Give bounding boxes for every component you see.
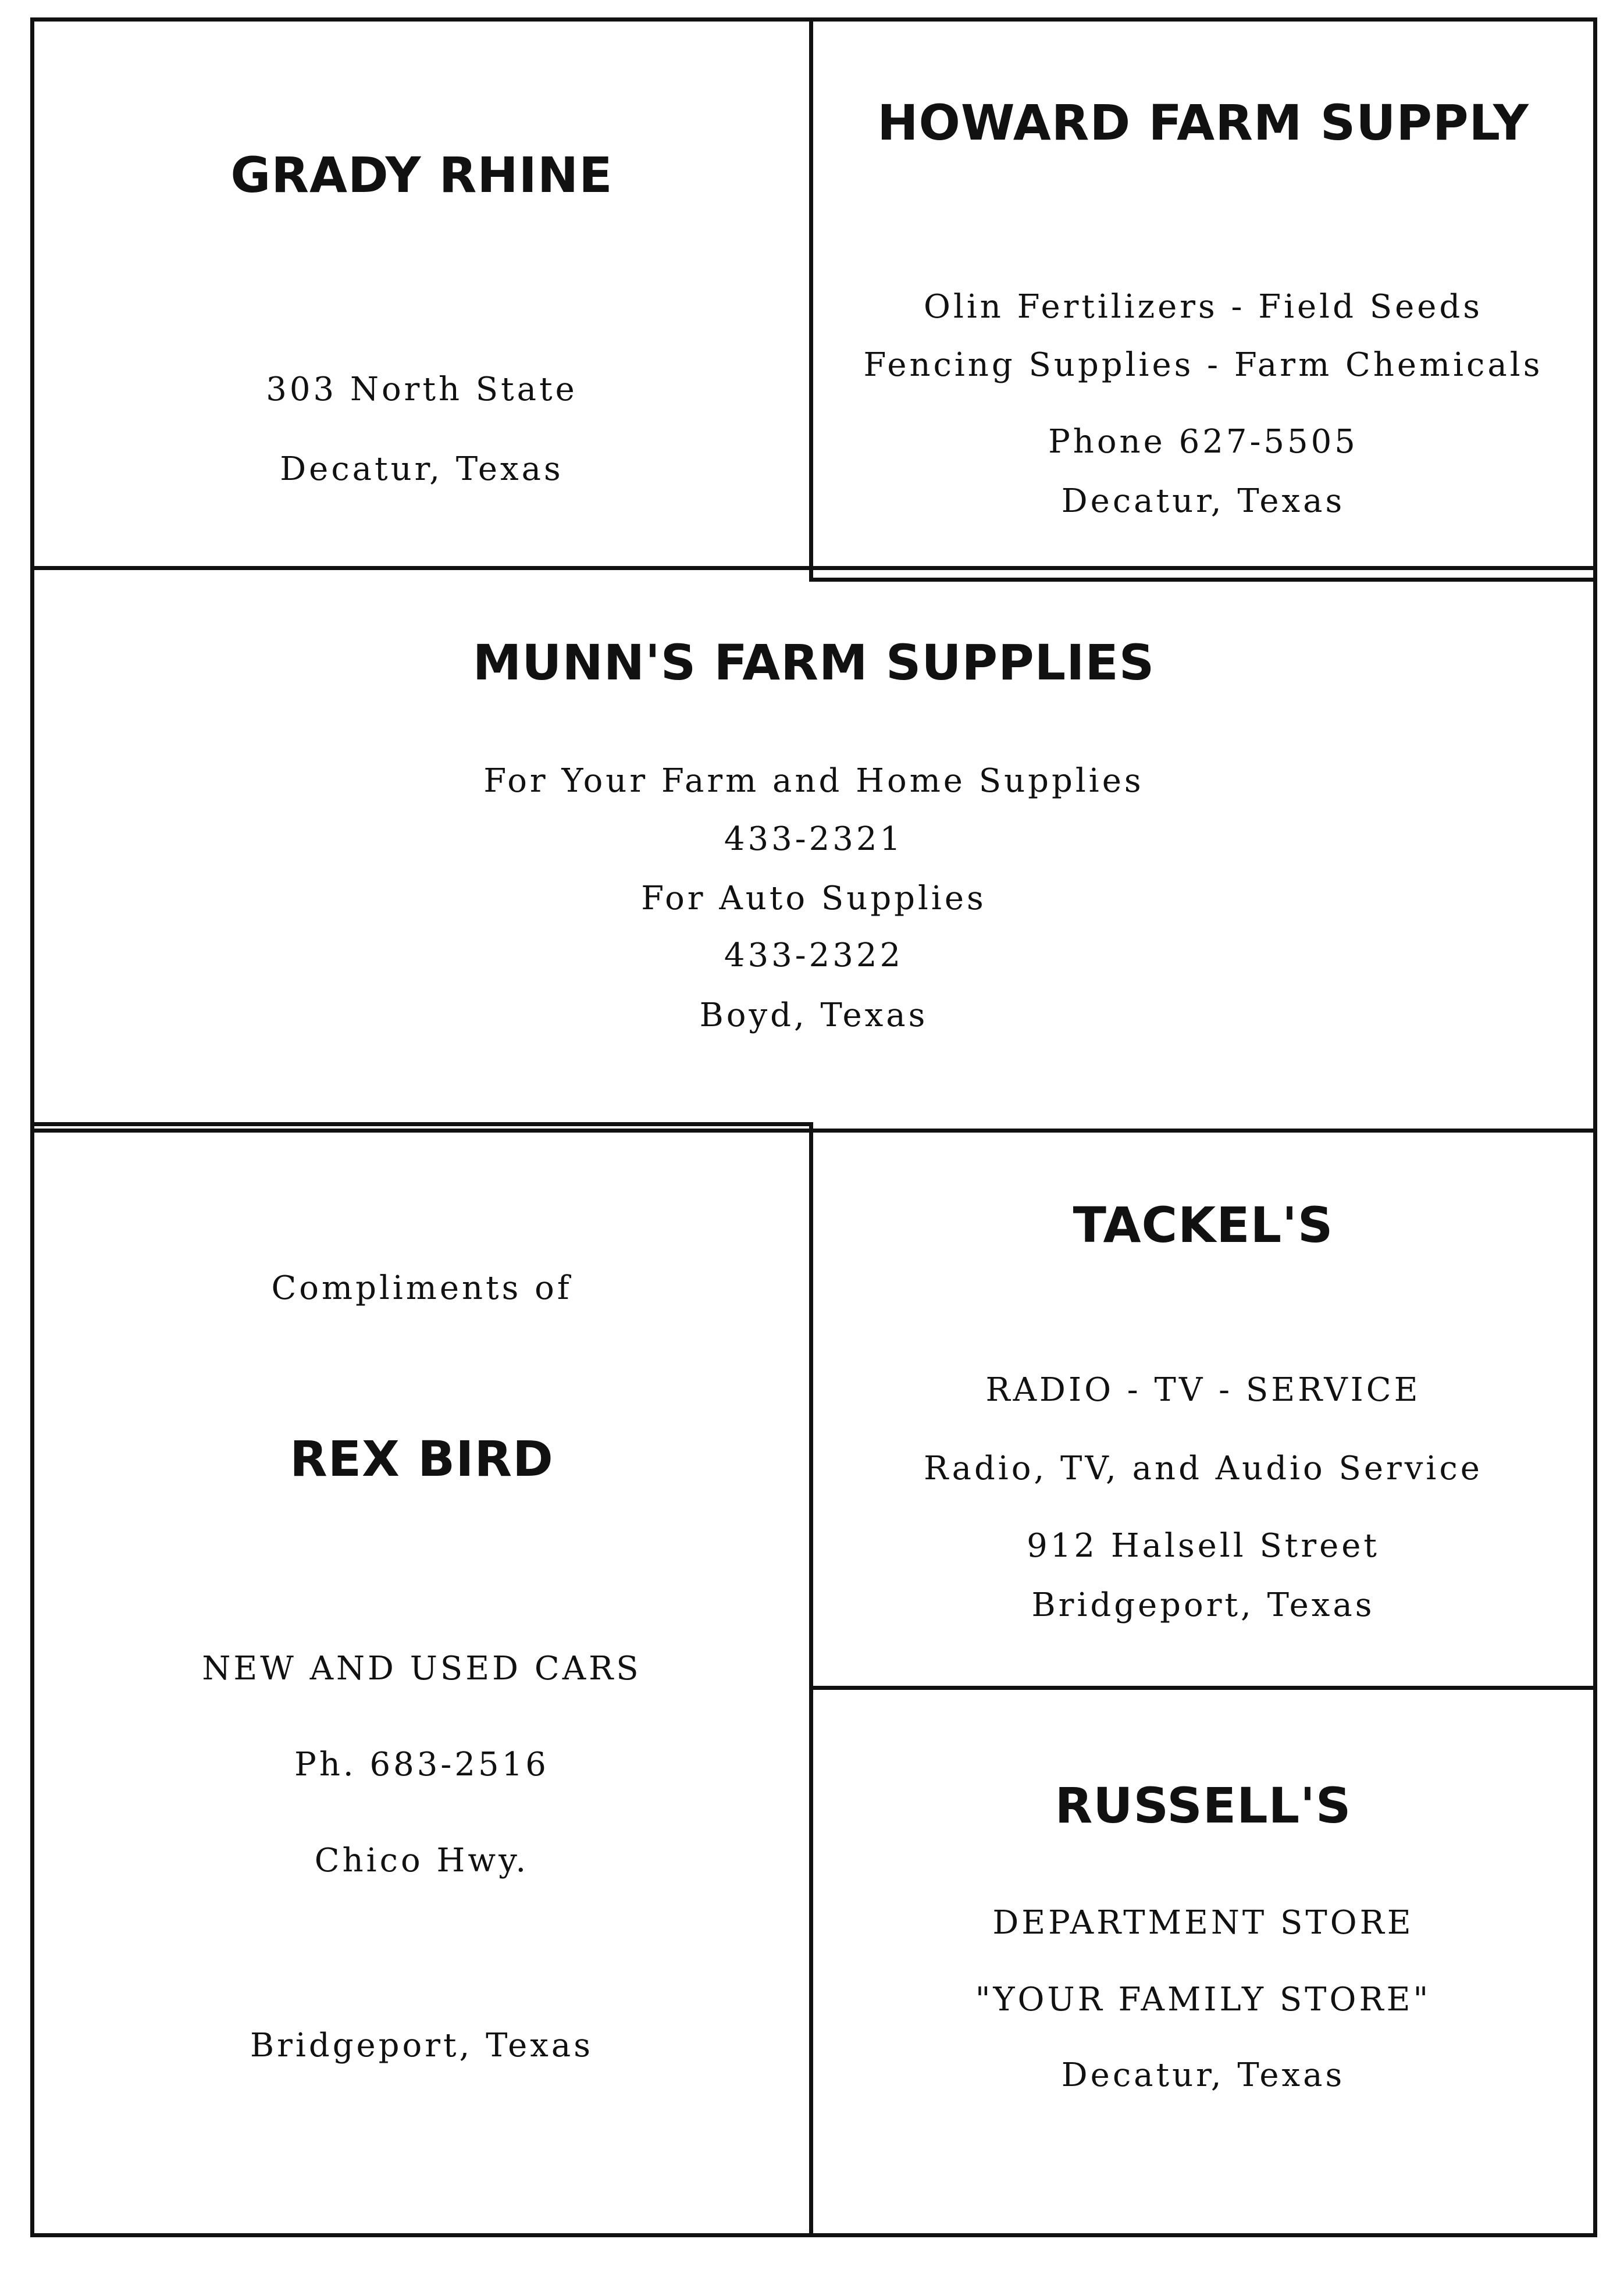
ad-howard-farm-supply xyxy=(809,17,1597,582)
ad-line: RADIO - TV - SERVICE xyxy=(985,1371,1421,1409)
ad-line: Decatur, Texas xyxy=(1061,482,1345,520)
ad-title: GRADY RHINE xyxy=(230,147,613,204)
ad-rex-bird xyxy=(30,1122,813,2237)
ad-line: Olin Fertilizers - Field Seeds xyxy=(924,288,1483,326)
ad-line: NEW AND USED CARS xyxy=(202,1650,642,1688)
ad-title: MUNN'S FARM SUPPLIES xyxy=(472,634,1155,691)
ad-title: HOWARD FARM SUPPLY xyxy=(877,94,1529,151)
ad-line: 433-2322 xyxy=(724,937,904,974)
ad-title: TACKEL'S xyxy=(1073,1197,1334,1254)
ad-line: For Your Farm and Home Supplies xyxy=(483,762,1144,800)
ad-line: Bridgeport, Texas xyxy=(1031,1586,1375,1624)
ad-title: RUSSELL'S xyxy=(1055,1777,1352,1834)
ad-line: 433-2321 xyxy=(724,820,904,858)
ad-line: Chico Hwy. xyxy=(314,1842,529,1880)
ad-russells xyxy=(809,1686,1597,2237)
ad-line: Decatur, Texas xyxy=(280,450,564,488)
ad-line: Decatur, Texas xyxy=(1061,2056,1345,2094)
ad-title: REX BIRD xyxy=(290,1430,554,1487)
ad-line: Phone 627-5505 xyxy=(1048,423,1358,461)
ad-line: Ph. 683-2516 xyxy=(294,1746,549,1784)
ad-intro: Compliments of xyxy=(271,1269,572,1307)
ad-line: DEPARTMENT STORE xyxy=(992,1904,1414,1942)
ad-line: Radio, TV, and Audio Service xyxy=(924,1450,1483,1487)
ad-munns-farm-supplies xyxy=(30,566,1597,1133)
ad-line: 912 Halsell Street xyxy=(1027,1527,1380,1565)
ad-tackels xyxy=(809,1129,1597,1690)
ad-grady-rhine xyxy=(30,17,813,570)
ad-line: "YOUR FAMILY STORE" xyxy=(975,1981,1431,2019)
ad-line: Bridgeport, Texas xyxy=(250,2027,593,2064)
ad-line: For Auto Supplies xyxy=(641,880,986,917)
ad-line: 303 North State xyxy=(266,371,578,408)
ad-line: Fencing Supplies - Farm Chemicals xyxy=(863,346,1543,384)
ad-line: Boyd, Texas xyxy=(699,996,928,1034)
